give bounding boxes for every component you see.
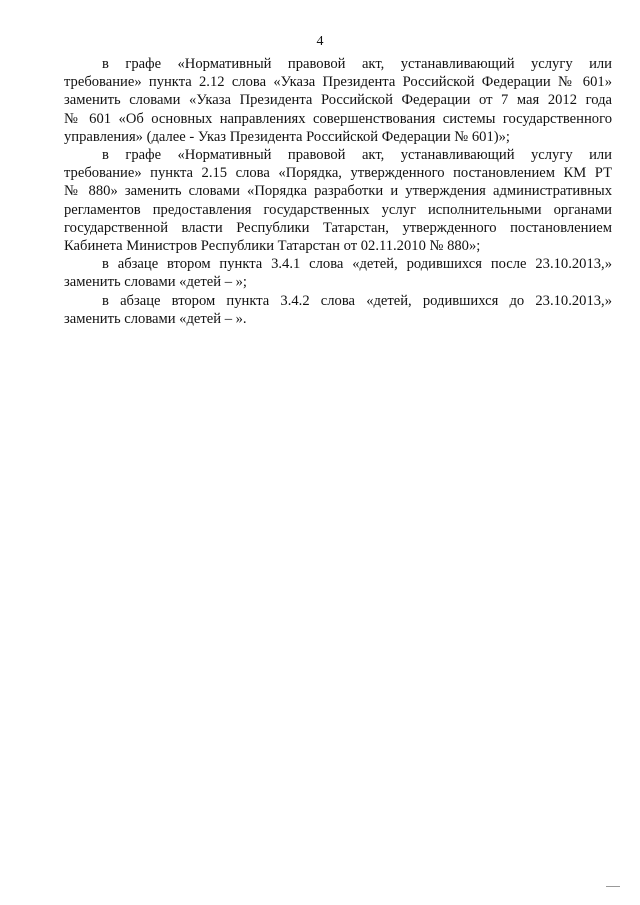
paragraph-line: управления» (далее - Указ Президента Российской Федерации № 601)»; <box>64 128 510 145</box>
paragraph-point-3-4-1 <box>64 255 612 291</box>
scan-corner-mark <box>606 886 620 887</box>
paragraph-line: Кабинета Министров Республики Татарстан от 02.11.2010 № 880»; <box>64 238 481 255</box>
paragraph-line: государственной власти Республики Татарстан, утвержденного постановлением <box>64 219 612 236</box>
paragraph-line: заменить словами «детей – ». <box>64 310 247 327</box>
document-body <box>64 55 612 328</box>
paragraph-line: требование» пункта 2.12 слова «Указа Президента Российской Федерации № 601» <box>64 74 612 91</box>
page-number: 4 <box>316 34 324 49</box>
paragraph-line: регламентов предоставления государственных услуг исполнительными органами <box>64 201 612 218</box>
paragraph-line: в абзаце втором пункта 3.4.1 слова «детей, родившихся после 23.10.2013,» <box>102 256 612 273</box>
paragraph-line: в абзаце втором пункта 3.4.2 слова «детей, родившихся до 23.10.2013,» <box>102 292 612 309</box>
paragraph-line: заменить словами «детей – »; <box>64 274 247 291</box>
paragraph-line: в графе «Нормативный правовой акт, устанавливающий услугу или <box>102 56 612 72</box>
paragraph-line: в графе «Нормативный правовой акт, устанавливающий услугу или <box>102 147 612 164</box>
paragraph-line: заменить словами «Указа Президента Российской Федерации от 7 мая 2012 года <box>64 92 612 109</box>
paragraph-graph-2-15 <box>64 146 612 255</box>
paragraph-line: № 880» заменить словами «Порядка разработки и утверждения административных <box>64 183 612 200</box>
paragraph-point-3-4-2 <box>64 292 612 328</box>
paragraph-line: № 601 «Об основных направлениях совершенствования системы государственного <box>64 110 612 127</box>
paragraph-graph-2-12 <box>64 55 612 146</box>
paragraph-line: требование» пункта 2.15 слова «Порядка, утвержденного постановлением КМ РТ <box>64 165 612 182</box>
